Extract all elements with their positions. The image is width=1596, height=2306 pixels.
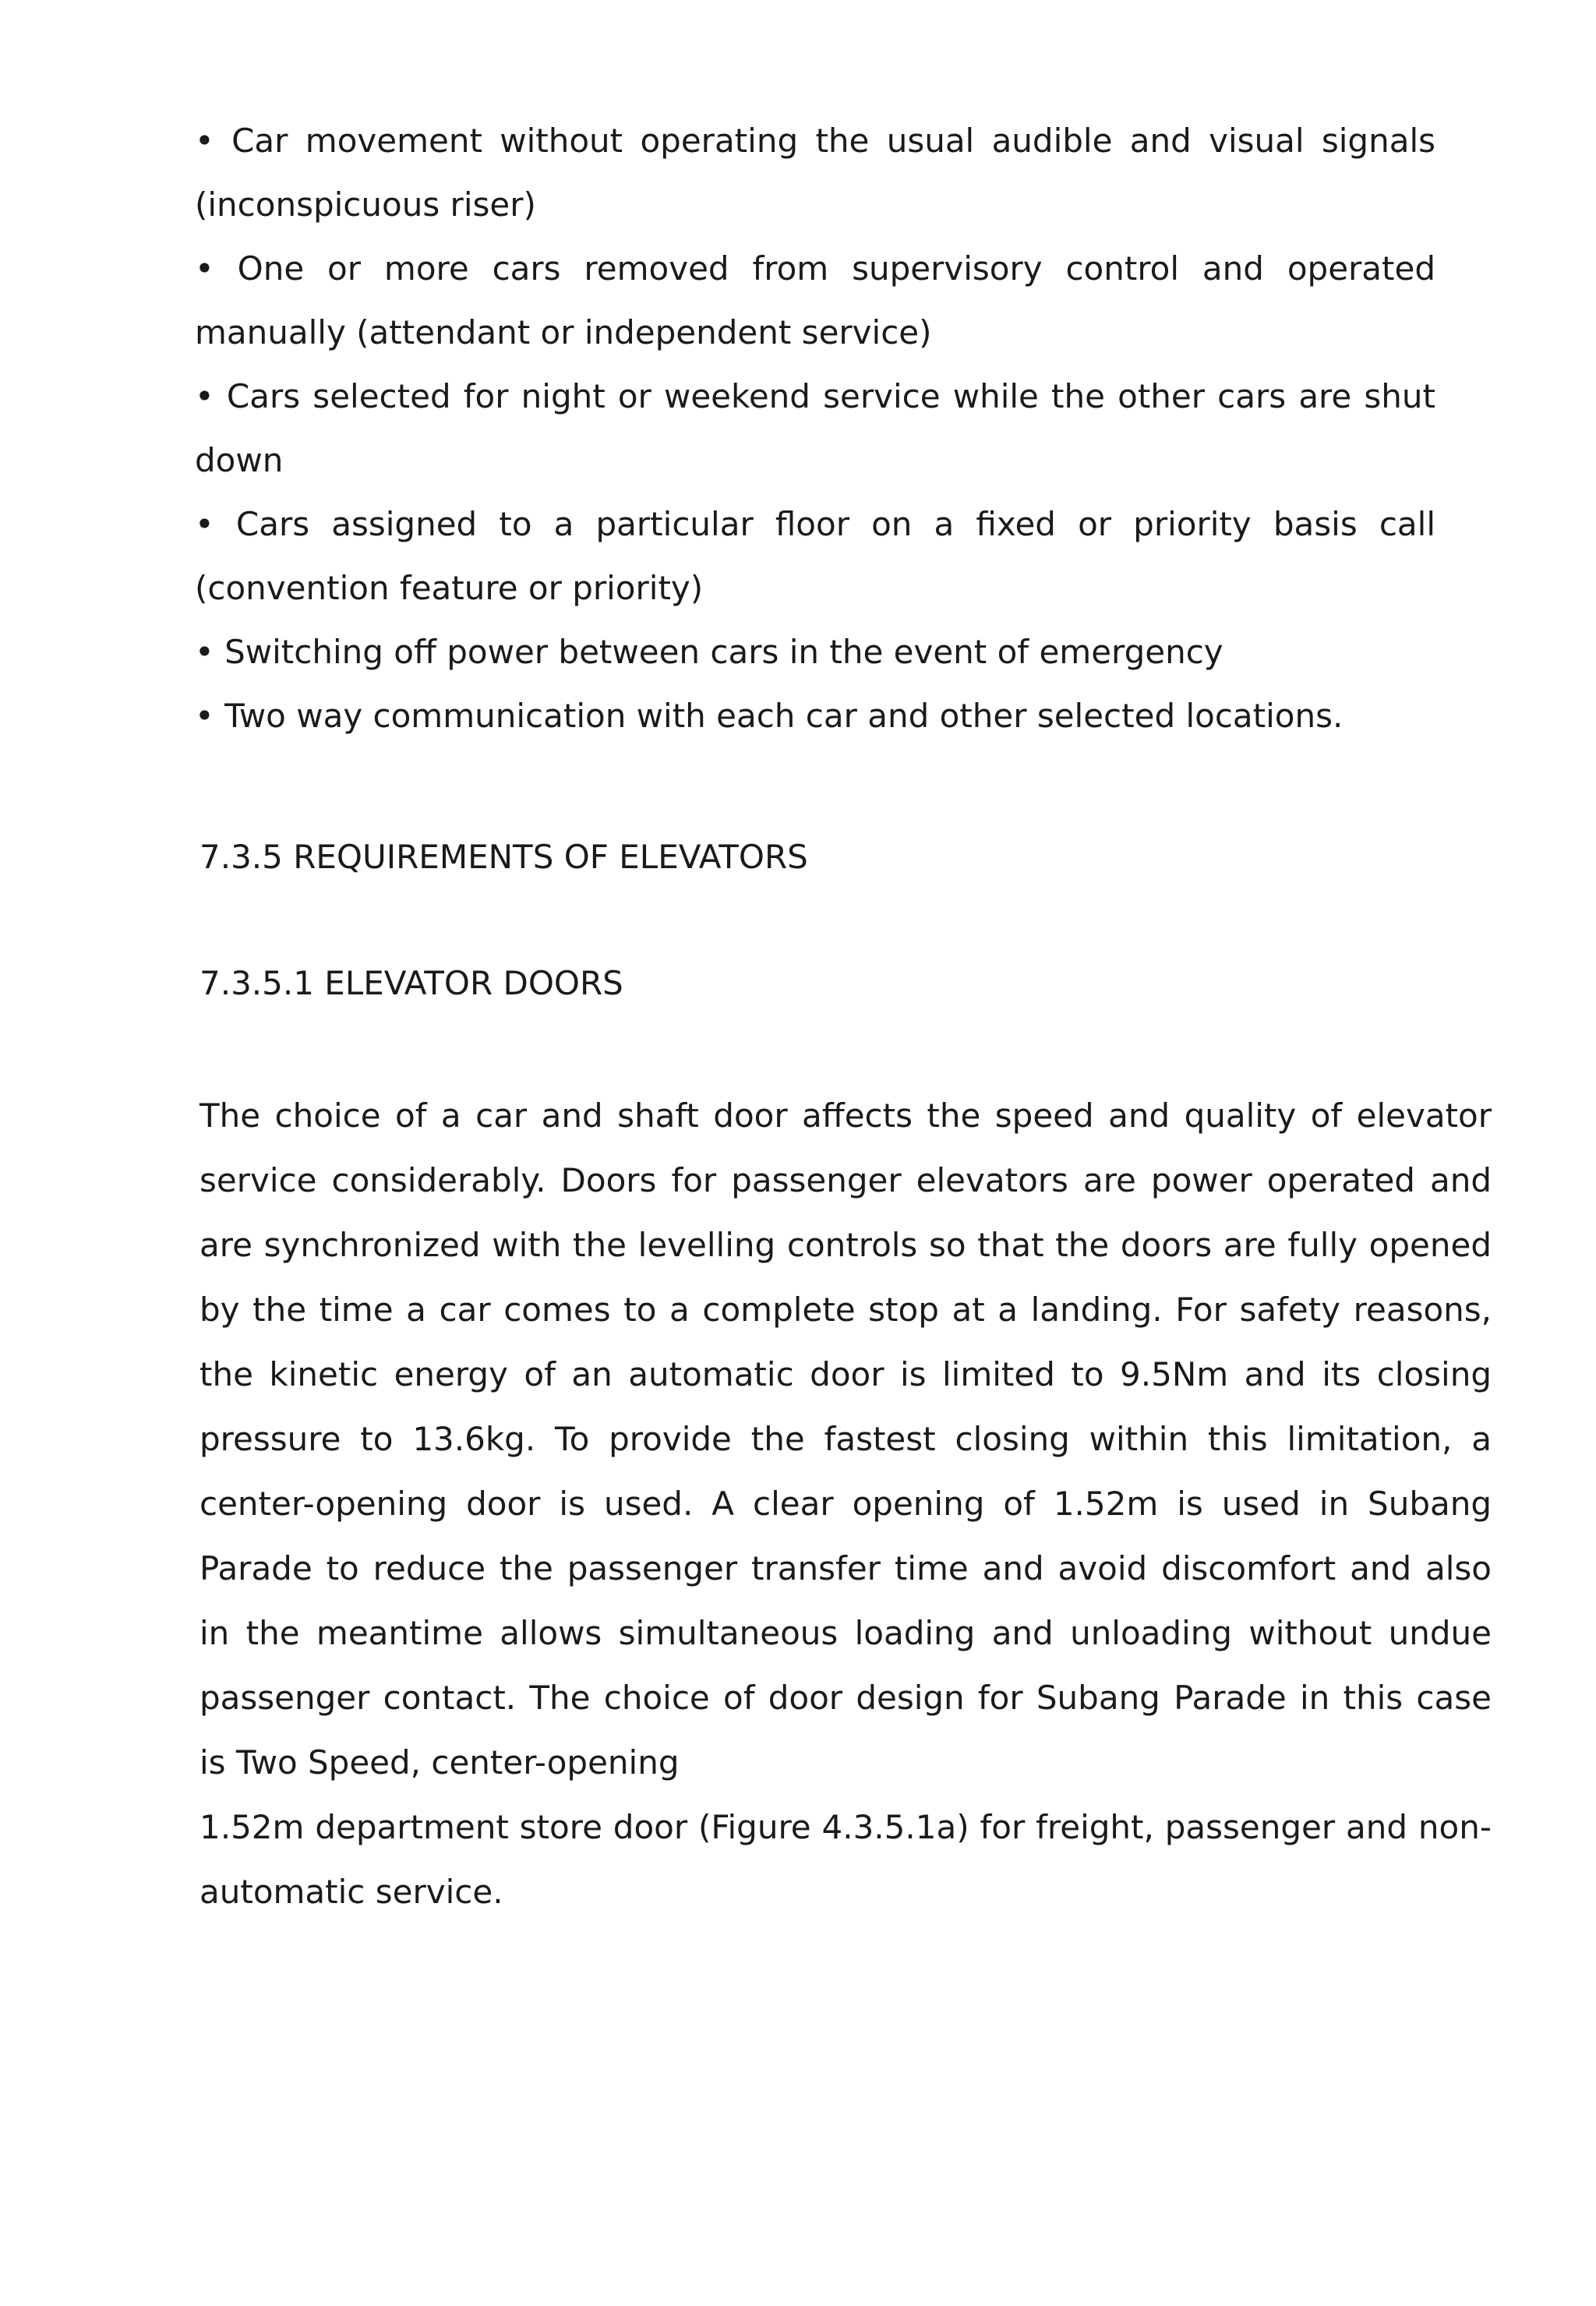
bullet-list <box>195 109 1435 748</box>
list-item: • Two way communication with each car and other selected locations. <box>195 697 1344 735</box>
list-item: • Switching off power between cars in the event of emergency <box>195 633 1223 671</box>
paragraph: The choice of a car and shaft door affects the speed and quality of elevator service considerably. Doors for passenger elevators are power operated and are synchronized with the levelling controls so that the doors are fully opened by the time a car comes to a complete stop at a landing. For safety reasons, the kinetic energy of an automatic door is limited to 9.5Nm and its closing pressure to 13.6kg. To provide the fastest closing within this limitation, a center-opening door is used. A clear opening of 1.52m is used in Subang Parade to reduce the passenger transfer time and avoid discomfort and also in the meantime allows simultaneous loading and unloading without undue passenger contact. The choice of door design for Subang Parade in this case is Two Speed, center-opening <box>200 1096 1492 1782</box>
subsection-heading: 7.3.5.1 ELEVATOR DOORS <box>200 964 623 1002</box>
list-item: • One or more cars removed from supervisory control and operated manually (attendant or independent service) <box>195 249 1435 351</box>
paragraph: 1.52m department store door (Figure 4.3.5.1a) for freight, passenger and non-automatic service. <box>200 1808 1492 1911</box>
list-item: • Car movement without operating the usual audible and visual signals (inconspicuous riser) <box>195 122 1435 224</box>
section-heading: 7.3.5 REQUIREMENTS OF ELEVATORS <box>200 838 808 876</box>
list-item: • Cars selected for night or weekend service while the other cars are shut down <box>195 377 1435 479</box>
section-body <box>200 1083 1492 1924</box>
list-item: • Cars assigned to a particular floor on a fixed or priority basis call (convention feature or priority) <box>195 505 1435 607</box>
